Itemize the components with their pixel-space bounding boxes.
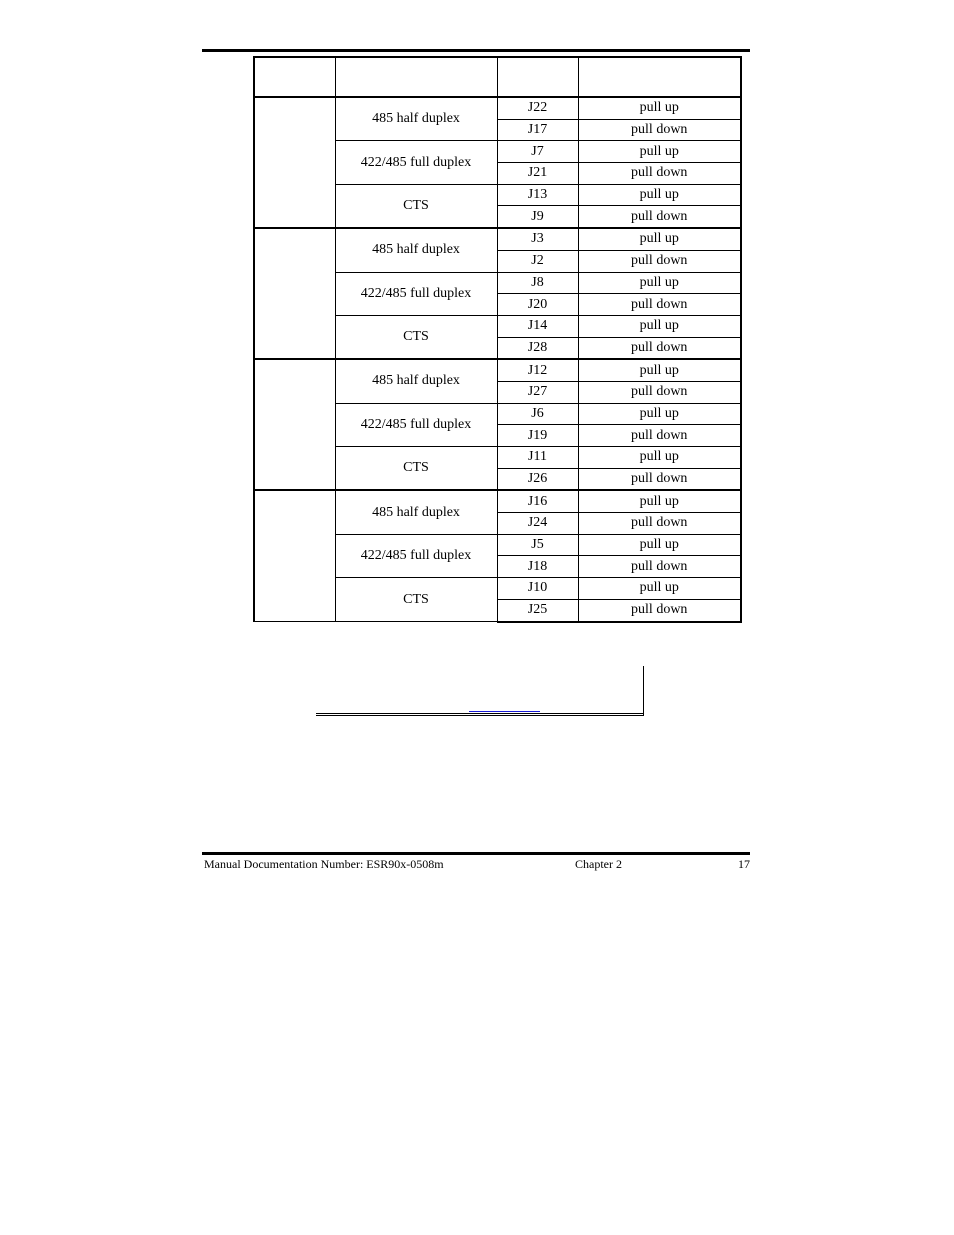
jumper-cell: J9 (497, 206, 578, 228)
setting-cell: pull down (578, 513, 741, 535)
jumper-cell: J6 (497, 403, 578, 425)
port-cell (254, 228, 335, 359)
header-jumper (497, 57, 578, 97)
jumper-cell: J14 (497, 315, 578, 337)
setting-cell: pull down (578, 381, 741, 403)
mode-cell: 422/485 full duplex (335, 534, 497, 577)
jumper-cell: J20 (497, 294, 578, 316)
jumper-cell: J2 (497, 250, 578, 272)
setting-cell: pull down (578, 556, 741, 578)
footer-doc-number: Manual Documentation Number: ESR90x-0508m (204, 857, 444, 871)
header-port (254, 57, 335, 97)
jumper-cell: J19 (497, 425, 578, 447)
port-cell (254, 97, 335, 228)
mode-cell: CTS (335, 578, 497, 622)
setting-cell: pull up (578, 447, 741, 469)
setting-cell: pull down (578, 468, 741, 490)
jumper-cell: J17 (497, 119, 578, 141)
mode-cell: 485 half duplex (335, 359, 497, 403)
note-box-bottom-border (316, 713, 644, 714)
port-group (254, 359, 741, 490)
jumper-cell: J22 (497, 97, 578, 119)
table-row (254, 490, 741, 512)
jumper-cell: J5 (497, 534, 578, 556)
setting-cell: pull up (578, 403, 741, 425)
jumper-cell: J16 (497, 490, 578, 512)
jumper-cell: J7 (497, 141, 578, 163)
jumper-cell: J27 (497, 381, 578, 403)
mode-cell: CTS (335, 184, 497, 228)
table-row (254, 359, 741, 381)
port-cell (254, 490, 335, 621)
setting-cell: pull up (578, 490, 741, 512)
setting-cell: pull down (578, 425, 741, 447)
setting-cell: pull down (578, 337, 741, 359)
setting-cell: pull up (578, 578, 741, 600)
jumper-cell: J26 (497, 468, 578, 490)
header-rule (202, 49, 750, 52)
note-box-right-border (643, 666, 644, 716)
mode-cell: 422/485 full duplex (335, 272, 497, 315)
table-row (254, 228, 741, 250)
setting-cell: pull down (578, 599, 741, 621)
setting-cell: pull up (578, 141, 741, 163)
setting-cell: pull up (578, 534, 741, 556)
jumper-cell: J21 (497, 163, 578, 185)
jumper-cell: J12 (497, 359, 578, 381)
table-header (254, 57, 741, 97)
setting-cell: pull down (578, 119, 741, 141)
footer-rule (202, 852, 750, 855)
table-row (254, 97, 741, 119)
jumper-cell: J3 (497, 228, 578, 250)
setting-cell: pull up (578, 315, 741, 337)
mode-cell: 485 half duplex (335, 228, 497, 272)
setting-cell: pull up (578, 184, 741, 206)
setting-cell: pull up (578, 359, 741, 381)
jumper-cell: J13 (497, 184, 578, 206)
footer-page-number: 17 (738, 857, 750, 871)
mode-cell: CTS (335, 447, 497, 491)
setting-cell: pull down (578, 163, 741, 185)
jumper-cell: J10 (497, 578, 578, 600)
jumper-cell: J25 (497, 599, 578, 621)
setting-cell: pull down (578, 206, 741, 228)
port-group (254, 97, 741, 228)
port-group (254, 490, 741, 621)
port-group (254, 228, 741, 359)
jumper-cell: J8 (497, 272, 578, 294)
jumper-cell: J28 (497, 337, 578, 359)
setting-cell: pull down (578, 250, 741, 272)
setting-cell: pull down (578, 294, 741, 316)
note-box-bottom-border-double (316, 715, 644, 716)
mode-cell: CTS (335, 315, 497, 359)
mode-cell: 422/485 full duplex (335, 141, 497, 184)
footer-chapter: Chapter 2 (575, 857, 622, 871)
mode-cell: 485 half duplex (335, 97, 497, 141)
setting-cell: pull up (578, 97, 741, 119)
mode-cell: 422/485 full duplex (335, 403, 497, 446)
port-cell (254, 359, 335, 490)
jumper-settings-table (253, 56, 742, 623)
header-setting (578, 57, 741, 97)
setting-cell: pull up (578, 272, 741, 294)
setting-cell: pull up (578, 228, 741, 250)
jumper-cell: J11 (497, 447, 578, 469)
header-mode (335, 57, 497, 97)
jumper-cell: J18 (497, 556, 578, 578)
note-link-underline[interactable] (469, 711, 540, 712)
table-header-row (254, 57, 741, 97)
mode-cell: 485 half duplex (335, 490, 497, 534)
jumper-cell: J24 (497, 513, 578, 535)
